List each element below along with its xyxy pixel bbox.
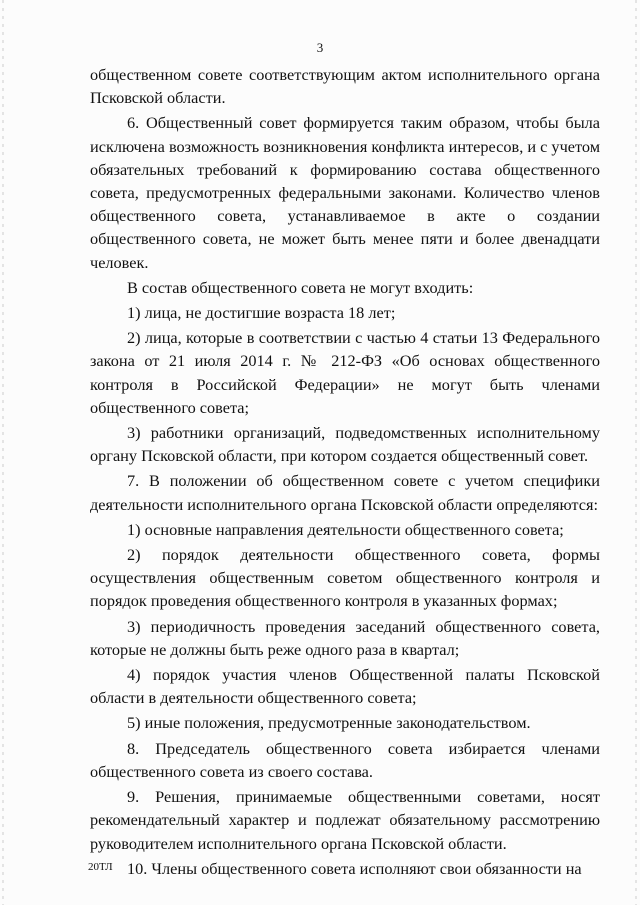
page-number: 3 (316, 40, 324, 55)
document-body (90, 63, 600, 880)
list-item-2: 2) порядок деятельности общественного совета, формы осуществления общественным советом общественного контроля и порядок проведения общественного контроля в указанных формах; (90, 545, 600, 611)
paragraph-item-6: 6. Общественный совет формируется таким образом, чтобы была исключена возможность возникновения конфликта интересов, и с учетом обязательных требований к формированию состава общественного совета, предусмотренных федеральными законами. Количество членов общественного совета, устанавливаемое в акте о создании общественного совета, не может быть менее пяти и более двенадцати человек. (90, 113, 601, 272)
list-item-4: 4) порядок участия членов Общественной палаты Псковской области в деятельности общественного совета; (90, 665, 600, 708)
footer-code: 20ТЛ (88, 861, 113, 873)
paragraph-composition-intro: В состав общественного совета не могут входить: (127, 277, 474, 297)
list-item-1: 1) основные направления деятельности общественного совета; (127, 519, 564, 539)
paragraph-item-8: 8. Председатель общественного совета избирается членами общественного совета из своего состава. (90, 738, 600, 781)
list-item-3: 3) периодичность проведения заседаний общественного совета, которые не должны быть реже одного раза в квартал; (90, 616, 600, 659)
paragraph-continuation: общественном совете соответствующим актом исполнительного органа Псковской области. (90, 65, 600, 108)
list-item-3: 3) работники организаций, подведомственных исполнительному органу Псковской области, при котором создается общественный совет. (90, 423, 600, 466)
scan-edge-left (2, 0, 4, 905)
list-item-1: 1) лица, не достигшие возраста 18 лет; (127, 303, 396, 323)
list-item-2: 2) лица, которые в соответствии с частью 4 статьи 13 Федерального закона от 21 июля 2014 г. № 212-ФЗ «Об основах общественного контроля в Российской Федерации» не могут быть членами общественного совета; (90, 328, 600, 417)
paragraph-item-10: 10. Члены общественного совета исполняют свои обязанности на (127, 858, 582, 878)
list-item-5: 5) иные положения, предусмотренные законодательством. (127, 713, 531, 733)
paragraph-item-7: 7. В положении об общественном совете с учетом специфики деятельности исполнительного органа Псковской области определяются: (90, 471, 600, 514)
scan-edge-right (635, 0, 637, 905)
paragraph-item-9: 9. Решения, принимаемые общественными советами, носят рекомендательный характер и подлежат обязательному рассмотрению руководителем исполнительного органа Псковской области. (90, 787, 600, 853)
